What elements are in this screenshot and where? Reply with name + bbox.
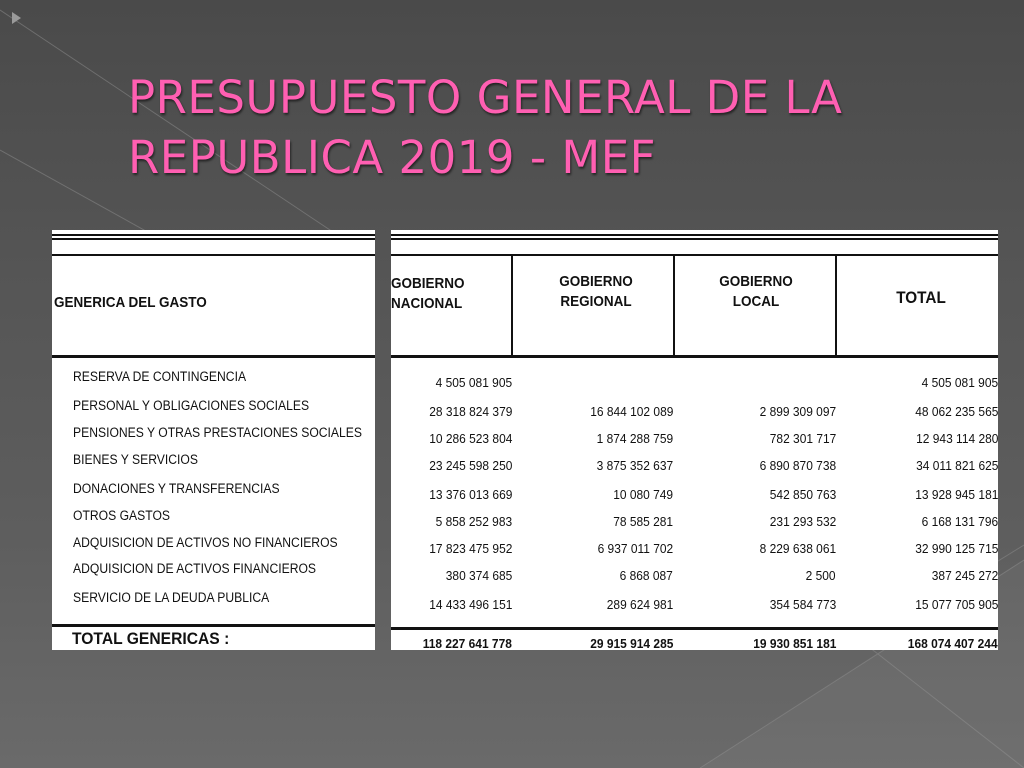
row-label: RESERVA DE CONTINGENCIA bbox=[73, 369, 247, 384]
table-cell: 32 990 125 715 bbox=[914, 541, 998, 556]
table-cell: 6 868 087 bbox=[619, 568, 673, 583]
table-cell: 78 585 281 bbox=[613, 514, 673, 529]
table-cell: 10 080 749 bbox=[613, 487, 673, 502]
table-cell: 4 505 081 905 bbox=[435, 375, 512, 390]
table-cell: 13 376 013 669 bbox=[428, 487, 512, 502]
divider bbox=[52, 234, 375, 236]
divider bbox=[52, 238, 375, 240]
table-cell: 5 858 252 983 bbox=[435, 514, 512, 529]
divider bbox=[52, 624, 375, 627]
table-cell: 387 245 272 bbox=[931, 568, 998, 583]
table-cell: 542 850 763 bbox=[769, 487, 836, 502]
table-cell: 289 624 981 bbox=[606, 597, 673, 612]
table-cell: 10 286 523 804 bbox=[428, 431, 512, 446]
column-header-nacional: GOBIERNO NACIONAL bbox=[391, 275, 465, 312]
row-label: SERVICIO DE LA DEUDA PUBLICA bbox=[73, 590, 270, 605]
table-cell: 380 374 685 bbox=[445, 568, 512, 583]
row-label: ADQUISICION DE ACTIVOS FINANCIEROS bbox=[73, 561, 317, 576]
table-cell: 2 500 bbox=[806, 568, 836, 583]
row-label: PERSONAL Y OBLIGACIONES SOCIALES bbox=[73, 398, 310, 413]
row-label: OTROS GASTOS bbox=[73, 508, 171, 523]
column-divider bbox=[835, 256, 837, 358]
table-cell: 28 318 824 379 bbox=[428, 404, 512, 419]
total-cell: 118 227 641 778 bbox=[422, 636, 512, 650]
divider bbox=[391, 238, 998, 240]
column-divider bbox=[511, 256, 513, 358]
total-cell: 29 915 914 285 bbox=[589, 636, 673, 650]
divider bbox=[391, 627, 998, 630]
table-cell: 48 062 235 565 bbox=[914, 404, 998, 419]
divider bbox=[391, 234, 998, 236]
row-labels-panel bbox=[52, 230, 375, 650]
slide-bullet-icon bbox=[12, 12, 21, 24]
table-cell: 14 433 496 151 bbox=[428, 597, 512, 612]
row-label: DONACIONES Y TRANSFERENCIAS bbox=[73, 481, 280, 496]
row-label: BIENES Y SERVICIOS bbox=[73, 452, 198, 467]
table-cell: 15 077 705 905 bbox=[914, 597, 998, 612]
row-label: ADQUISICION DE ACTIVOS NO FINANCIEROS bbox=[73, 535, 338, 550]
table-cell: 2 899 309 097 bbox=[759, 404, 836, 419]
title-line: PRESUPUESTO GENERAL DE LA bbox=[128, 71, 843, 124]
column-divider bbox=[673, 256, 675, 358]
table-cell: 8 229 638 061 bbox=[759, 541, 836, 556]
table-cell: 4 505 081 905 bbox=[921, 375, 998, 390]
table-cell: 231 293 532 bbox=[769, 514, 836, 529]
table-cell: 12 943 114 280 bbox=[915, 431, 998, 446]
column-header-regional: GOBIERNO REGIONAL bbox=[559, 273, 633, 310]
divider bbox=[52, 254, 375, 256]
table-cell: 17 823 475 952 bbox=[428, 541, 512, 556]
table-cell: 13 928 945 181 bbox=[914, 487, 998, 502]
total-cell: 168 074 407 244 bbox=[908, 636, 998, 650]
slide-title bbox=[128, 68, 988, 188]
table-cell: 34 011 821 625 bbox=[915, 458, 998, 473]
row-label: PENSIONES Y OTRAS PRESTACIONES SOCIALES bbox=[73, 425, 362, 440]
table-cell: 354 584 773 bbox=[769, 597, 836, 612]
total-cell: 19 930 851 181 bbox=[752, 636, 836, 650]
table-cell: 3 875 352 637 bbox=[596, 458, 673, 473]
column-header-total: TOTAL bbox=[896, 288, 946, 307]
table-cell: 1 874 288 759 bbox=[596, 431, 673, 446]
divider bbox=[52, 355, 375, 358]
title-line: REPUBLICA 2019 - MEF bbox=[128, 131, 657, 184]
table-cell: 23 245 598 250 bbox=[428, 458, 512, 473]
table-cell: 6 937 011 702 bbox=[597, 541, 673, 556]
table-cell: 6 890 870 738 bbox=[759, 458, 836, 473]
total-row-label: TOTAL GENERICAS : bbox=[72, 629, 230, 648]
table-cell: 782 301 717 bbox=[769, 431, 836, 446]
column-header-local: GOBIERNO LOCAL bbox=[719, 273, 793, 310]
row-header: GENERICA DEL GASTO bbox=[54, 294, 207, 311]
divider bbox=[391, 355, 998, 358]
table-cell: 6 168 131 796 bbox=[921, 514, 998, 529]
values-panel bbox=[391, 230, 998, 650]
divider bbox=[391, 254, 998, 256]
table-cell: 16 844 102 089 bbox=[589, 404, 673, 419]
